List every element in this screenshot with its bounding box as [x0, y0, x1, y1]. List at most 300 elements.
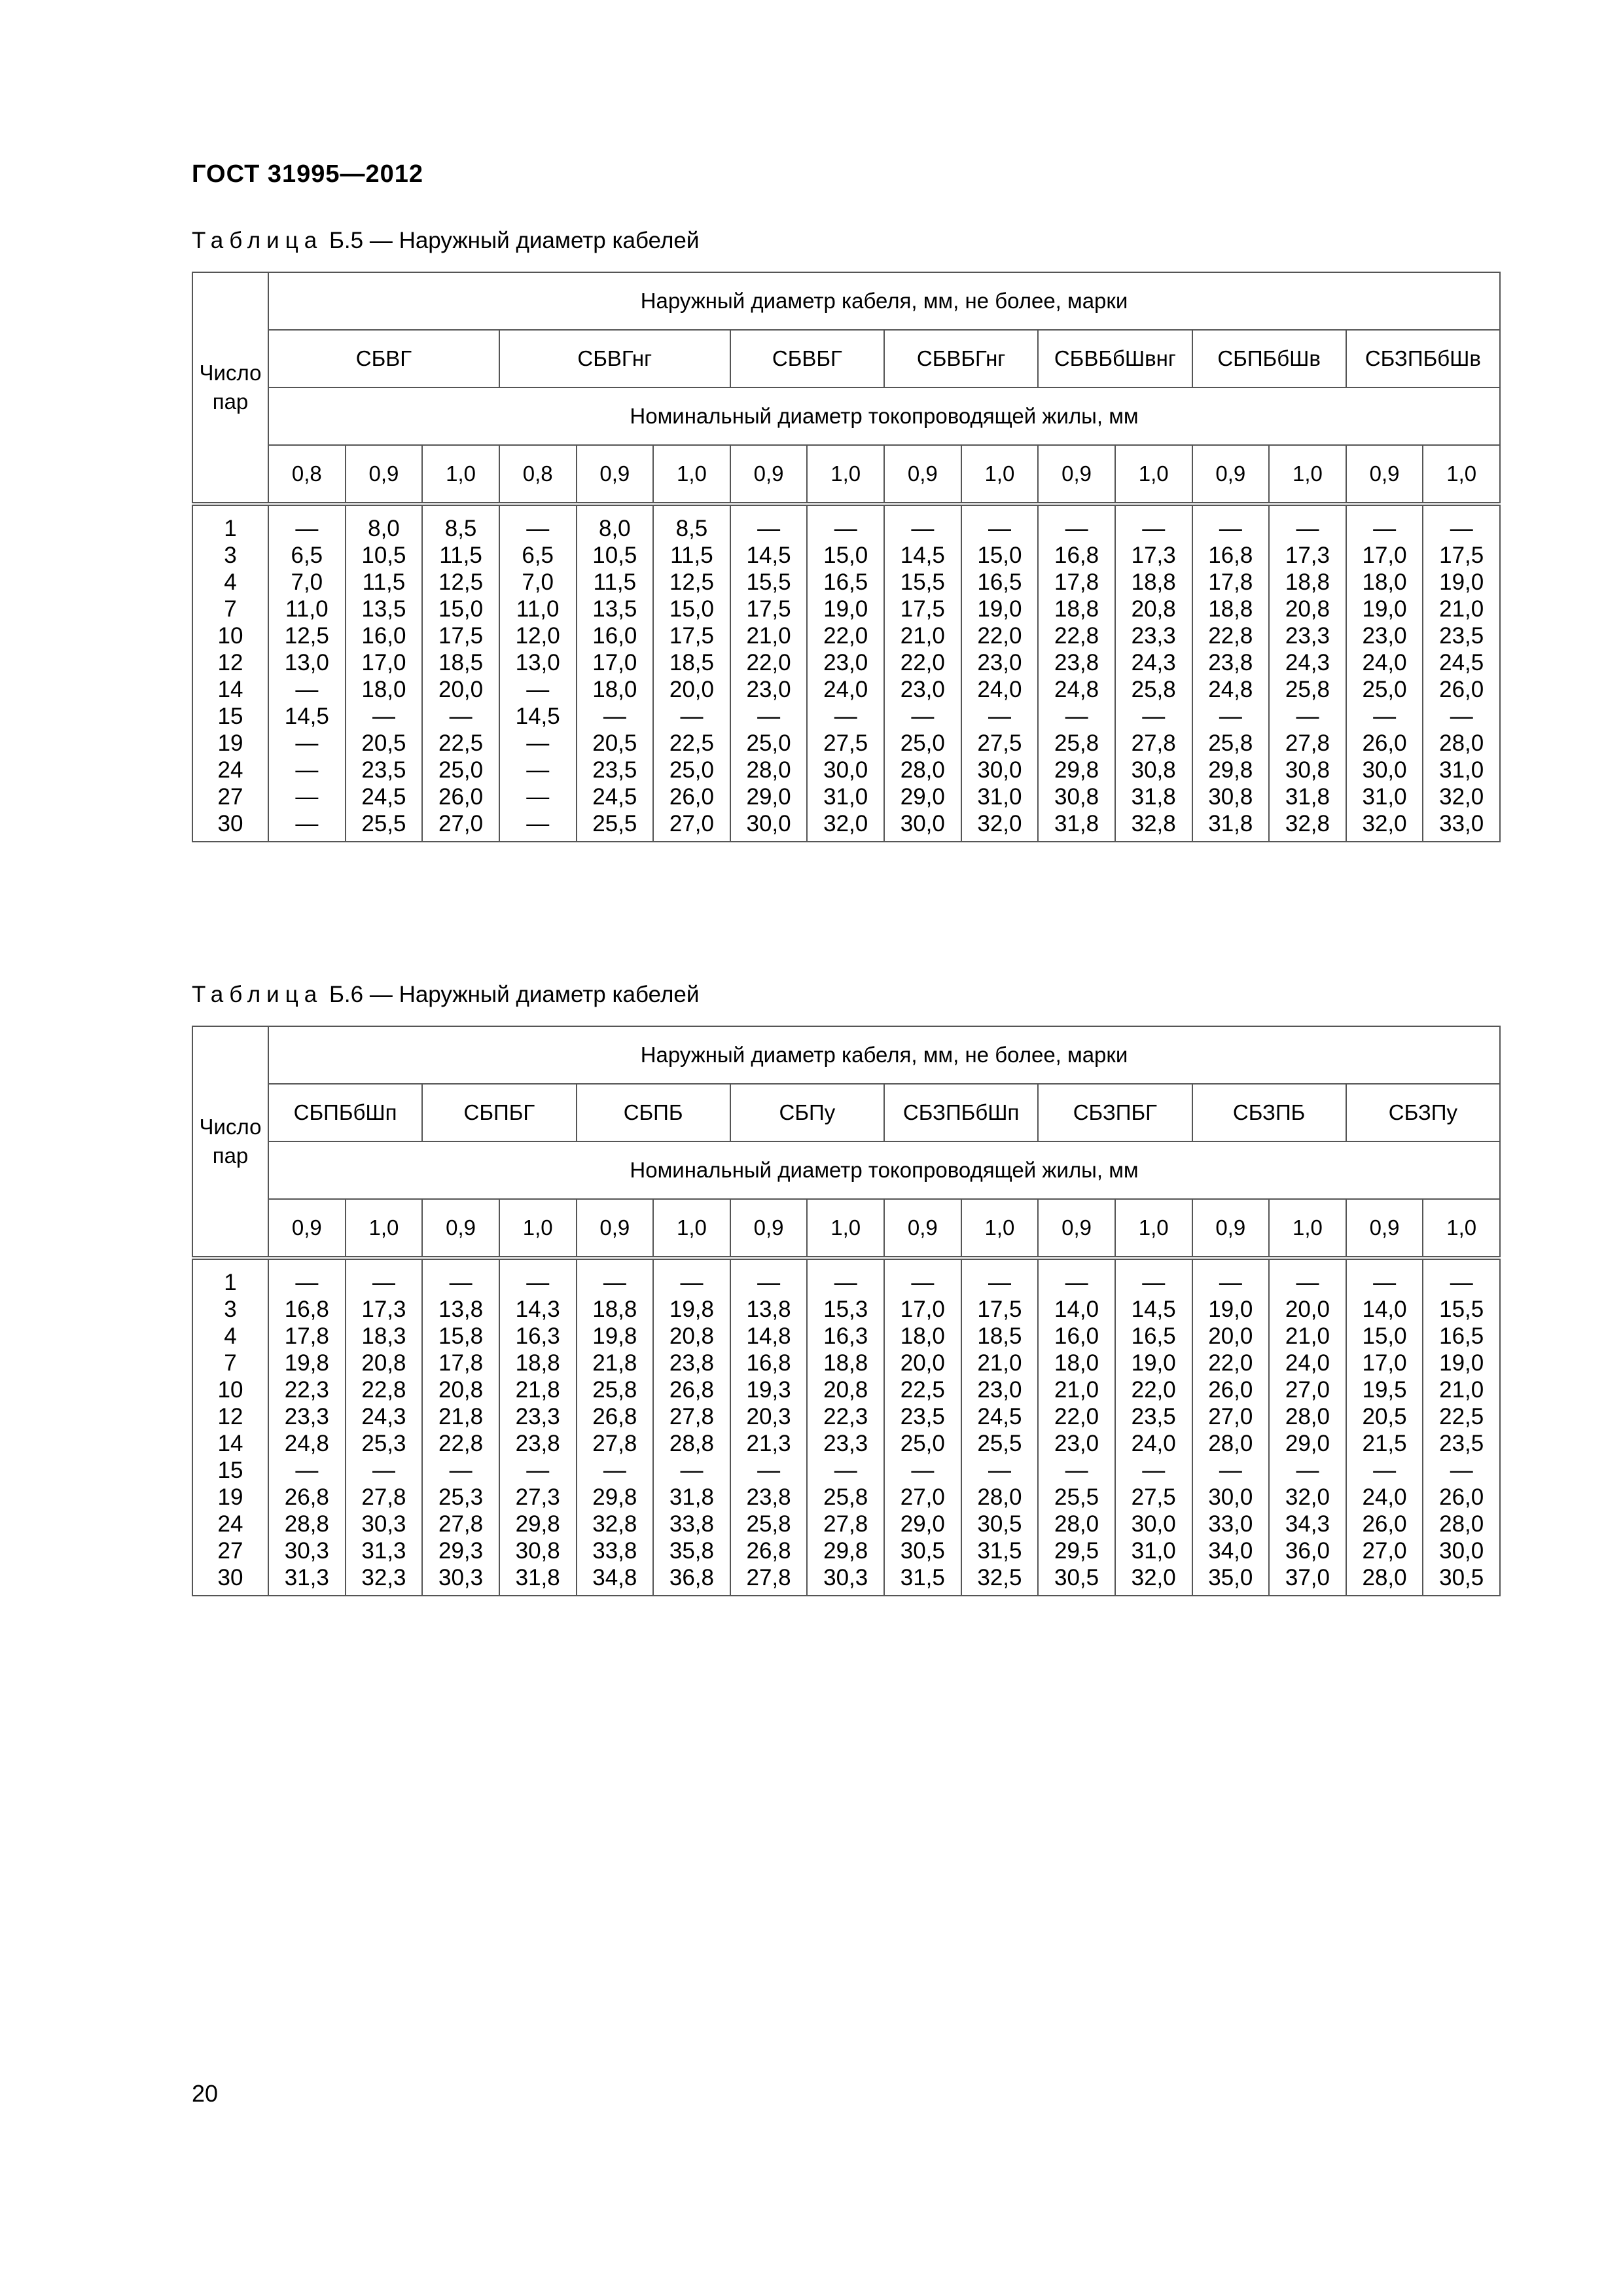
table-row — [192, 1403, 1500, 1430]
diameter-value-cell: 25,8 — [730, 1511, 808, 1537]
diameter-value-cell: 10,5 — [346, 542, 423, 569]
diameter-header: 1,0 — [1423, 1199, 1500, 1258]
diameter-value-cell: 21,5 — [1346, 1430, 1423, 1457]
diameter-value-cell: 30,0 — [1423, 1537, 1500, 1564]
row-header-pairs — [192, 272, 268, 504]
diameter-value-cell: 32,0 — [1269, 1484, 1346, 1511]
diameter-value-cell: 32,8 — [577, 1511, 654, 1537]
diameter-value-cell: 19,3 — [730, 1376, 808, 1403]
diameter-header: 0,9 — [268, 1199, 346, 1258]
diameter-value-cell: 23,5 — [1423, 1430, 1500, 1457]
row-header-line1: Число — [199, 361, 262, 385]
diameter-value-cell: 22,0 — [1192, 1350, 1270, 1376]
diameter-value-cell: 18,5 — [422, 649, 499, 676]
diameter-value-cell: 17,0 — [1346, 542, 1423, 569]
diameter-header: 0,9 — [1038, 445, 1115, 504]
brand-header: СБЗПБбШп — [884, 1084, 1038, 1141]
table-row — [192, 569, 1500, 596]
row-header-line2: пар — [212, 1143, 249, 1168]
diameter-header: 0,8 — [268, 445, 346, 504]
diameter-header: 0,9 — [346, 445, 423, 504]
diameter-value-cell: — — [1269, 703, 1346, 730]
diameter-value-cell: 14,5 — [730, 542, 808, 569]
diameter-value-cell: 20,0 — [422, 676, 499, 703]
diameter-value-cell: 25,5 — [961, 1430, 1039, 1457]
diameter-value-cell: 24,5 — [1423, 649, 1500, 676]
diameter-value-cell: 30,8 — [1115, 757, 1192, 783]
pairs-cell: 19 — [192, 1484, 268, 1511]
diameter-value-cell: 25,0 — [653, 757, 730, 783]
pairs-cell: 24 — [192, 757, 268, 783]
table-row — [192, 757, 1500, 783]
diameter-value-cell: 15,0 — [961, 542, 1039, 569]
subgroup-title: Номинальный диаметр токопроводящей жилы, мм — [268, 387, 1500, 445]
diameter-value-cell: — — [884, 1258, 961, 1296]
diameter-value-cell: — — [884, 1457, 961, 1484]
brand-header: СБЗПБГ — [1038, 1084, 1192, 1141]
diameter-value-cell: 19,0 — [1423, 1350, 1500, 1376]
diameter-value-cell: 8,5 — [653, 504, 730, 542]
pairs-cell: 4 — [192, 1323, 268, 1350]
diameter-value-cell: 24,5 — [961, 1403, 1039, 1430]
diameter-value-cell: — — [653, 1457, 730, 1484]
diameter-value-cell: — — [1192, 1258, 1270, 1296]
diameter-value-cell: 31,0 — [1115, 1537, 1192, 1564]
diameter-value-cell: 17,5 — [422, 622, 499, 649]
diameter-value-cell: 20,5 — [346, 730, 423, 757]
diameter-value-cell: 16,5 — [1115, 1323, 1192, 1350]
diameter-value-cell: — — [1346, 1457, 1423, 1484]
diameter-value-cell: 13,0 — [268, 649, 346, 676]
diameter-value-cell: 13,5 — [346, 596, 423, 622]
diameter-value-cell: 26,8 — [577, 1403, 654, 1430]
diameter-value-cell: 37,0 — [1269, 1564, 1346, 1596]
diameter-value-cell: 15,0 — [422, 596, 499, 622]
diameter-value-cell: 24,0 — [1346, 1484, 1423, 1511]
diameter-value-cell: 18,8 — [807, 1350, 884, 1376]
diameter-header: 0,9 — [1192, 445, 1270, 504]
diameter-header: 0,8 — [499, 445, 577, 504]
diameter-value-cell: — — [1346, 703, 1423, 730]
diameter-value-cell: — — [1038, 504, 1115, 542]
pairs-cell: 12 — [192, 1403, 268, 1430]
diameter-value-cell: 31,8 — [1269, 783, 1346, 810]
table-row — [192, 1350, 1500, 1376]
diameter-value-cell: 20,8 — [346, 1350, 423, 1376]
diameter-value-cell: 25,5 — [1038, 1484, 1115, 1511]
diameter-value-cell: 17,0 — [346, 649, 423, 676]
diameter-value-cell: 25,0 — [1346, 676, 1423, 703]
diameter-value-cell: — — [1038, 703, 1115, 730]
diameter-value-cell: 25,5 — [577, 810, 654, 842]
brand-header: СБПБбШп — [268, 1084, 422, 1141]
pairs-cell: 14 — [192, 676, 268, 703]
pairs-cell: 10 — [192, 622, 268, 649]
diameter-value-cell: 31,5 — [961, 1537, 1039, 1564]
document-header: ГОСТ 31995—2012 — [192, 160, 424, 188]
diameter-value-cell: 26,0 — [1423, 1484, 1500, 1511]
diameter-value-cell: 23,5 — [1423, 622, 1500, 649]
diameter-value-cell: 27,8 — [1269, 730, 1346, 757]
table-row — [192, 1430, 1500, 1457]
table-b5 — [192, 272, 1501, 842]
diameter-value-cell: 19,0 — [1423, 569, 1500, 596]
diameter-value-cell: 7,0 — [499, 569, 577, 596]
diameter-header: 0,9 — [730, 1199, 808, 1258]
diameter-value-cell: 23,3 — [1269, 622, 1346, 649]
diameter-value-cell: — — [653, 703, 730, 730]
diameter-value-cell: 28,0 — [961, 1484, 1039, 1511]
diameter-value-cell: 29,0 — [1269, 1430, 1346, 1457]
diameter-value-cell: 23,8 — [730, 1484, 808, 1511]
diameter-value-cell: — — [499, 676, 577, 703]
diameter-value-cell: 30,5 — [1038, 1564, 1115, 1596]
diameter-value-cell: 25,3 — [346, 1430, 423, 1457]
diameter-value-cell: — — [499, 810, 577, 842]
diameter-value-cell: — — [1192, 1457, 1270, 1484]
diameter-value-cell: 32,0 — [961, 810, 1039, 842]
diameter-value-cell: 32,0 — [1346, 810, 1423, 842]
diameter-value-cell: 15,3 — [807, 1296, 884, 1323]
diameter-value-cell: 23,0 — [1346, 622, 1423, 649]
brand-row — [192, 1084, 1500, 1141]
diameter-value-cell: 18,8 — [499, 1350, 577, 1376]
diameter-value-cell: 17,0 — [1346, 1350, 1423, 1376]
diameter-value-cell: 30,0 — [1192, 1484, 1270, 1511]
caption-text: Б.6 — Наружный диаметр кабелей — [323, 982, 700, 1007]
diameter-value-cell: 31,3 — [268, 1564, 346, 1596]
diameter-value-cell: 17,8 — [1038, 569, 1115, 596]
diameter-value-cell: 23,0 — [884, 676, 961, 703]
brand-header: СБПу — [730, 1084, 884, 1141]
diameter-value-cell: — — [268, 757, 346, 783]
diameter-header: 1,0 — [422, 445, 499, 504]
diameter-value-cell: — — [577, 1457, 654, 1484]
diameter-value-cell: 30,5 — [1423, 1564, 1500, 1596]
diameter-value-cell: 17,5 — [653, 622, 730, 649]
diameter-value-cell: 35,8 — [653, 1537, 730, 1564]
diameter-value-cell: 24,0 — [807, 676, 884, 703]
diameter-value-cell: 24,3 — [1269, 649, 1346, 676]
diameter-value-cell: — — [730, 504, 808, 542]
diameter-value-cell: 16,5 — [961, 569, 1039, 596]
diameter-value-cell: 23,3 — [268, 1403, 346, 1430]
pairs-cell: 4 — [192, 569, 268, 596]
diameter-value-cell: 15,5 — [884, 569, 961, 596]
diameter-value-cell: 20,8 — [807, 1376, 884, 1403]
diameter-value-cell: 18,8 — [1192, 596, 1270, 622]
diameter-value-cell: — — [1346, 504, 1423, 542]
diameter-value-cell: 30,8 — [1038, 783, 1115, 810]
diameter-value-cell: 18,8 — [1269, 569, 1346, 596]
diameter-value-cell: 23,3 — [1115, 622, 1192, 649]
diameter-value-cell: 17,5 — [884, 596, 961, 622]
diameter-value-cell: 12,0 — [499, 622, 577, 649]
row-header-pairs — [192, 1026, 268, 1258]
diameter-value-cell: 17,8 — [422, 1350, 499, 1376]
diameter-value-cell: 18,3 — [346, 1323, 423, 1350]
diameter-value-cell: 22,3 — [268, 1376, 346, 1403]
diameter-value-cell: 7,0 — [268, 569, 346, 596]
table-b6 — [192, 1026, 1501, 1596]
diameter-value-cell: 26,0 — [422, 783, 499, 810]
diameter-value-cell: 17,5 — [1423, 542, 1500, 569]
diameter-value-cell: — — [268, 730, 346, 757]
row-header-line2: пар — [212, 389, 249, 414]
diameter-value-cell: 27,8 — [807, 1511, 884, 1537]
diameter-value-cell: 20,8 — [653, 1323, 730, 1350]
pairs-cell: 3 — [192, 1296, 268, 1323]
diameter-value-cell: 28,0 — [1346, 1564, 1423, 1596]
diameter-value-cell: 12,5 — [653, 569, 730, 596]
diameter-value-cell: 17,5 — [961, 1296, 1039, 1323]
diameter-value-cell: 36,0 — [1269, 1537, 1346, 1564]
diameter-value-cell: 30,8 — [1192, 783, 1270, 810]
pairs-cell: 27 — [192, 783, 268, 810]
brand-header: СБВГнг — [499, 330, 730, 387]
diameter-header: 0,9 — [1346, 1199, 1423, 1258]
table-row — [192, 1484, 1500, 1511]
diameter-value-cell: 30,0 — [1115, 1511, 1192, 1537]
table-row — [192, 649, 1500, 676]
table-row — [192, 1296, 1500, 1323]
diameter-value-cell: — — [422, 1457, 499, 1484]
brand-header: СБЗПу — [1346, 1084, 1500, 1141]
diameter-value-cell: 19,8 — [653, 1296, 730, 1323]
diameter-value-cell: 21,8 — [499, 1376, 577, 1403]
diameter-value-cell: — — [499, 783, 577, 810]
diameter-value-cell: — — [1115, 1258, 1192, 1296]
diameter-value-cell: 25,8 — [1269, 676, 1346, 703]
diameter-value-cell: — — [577, 703, 654, 730]
page-number: 20 — [192, 2080, 219, 2107]
diameter-value-cell: 30,0 — [884, 810, 961, 842]
pairs-cell: 14 — [192, 1430, 268, 1457]
diameter-value-cell: 32,8 — [1269, 810, 1346, 842]
diameter-value-cell: 19,0 — [961, 596, 1039, 622]
diameter-value-cell: 30,0 — [807, 757, 884, 783]
diameter-value-cell: 20,0 — [884, 1350, 961, 1376]
diameter-value-cell: 25,3 — [422, 1484, 499, 1511]
diameter-value-cell: 25,8 — [1038, 730, 1115, 757]
diameter-value-cell: 26,8 — [268, 1484, 346, 1511]
diameter-value-cell: 28,0 — [1423, 730, 1500, 757]
table-body — [192, 1258, 1500, 1596]
table-row — [192, 810, 1500, 842]
diameter-value-cell: 20,0 — [653, 676, 730, 703]
caption-text: Б.5 — Наружный диаметр кабелей — [323, 228, 700, 253]
diameter-value-cell: — — [1192, 504, 1270, 542]
diameter-value-cell: 31,8 — [1192, 810, 1270, 842]
diameter-value-cell: 10,5 — [577, 542, 654, 569]
diameter-row — [192, 445, 1500, 504]
brand-header: СБЗПБбШв — [1346, 330, 1500, 387]
diameter-value-cell: 23,5 — [577, 757, 654, 783]
diameter-value-cell: 17,3 — [1269, 542, 1346, 569]
brand-header: СБПБбШв — [1192, 330, 1346, 387]
diameter-value-cell: 15,5 — [1423, 1296, 1500, 1323]
diameter-value-cell: 25,8 — [577, 1376, 654, 1403]
diameter-value-cell: 24,8 — [268, 1430, 346, 1457]
pairs-cell: 30 — [192, 1564, 268, 1596]
diameter-value-cell: 21,0 — [1423, 596, 1500, 622]
diameter-value-cell: 34,8 — [577, 1564, 654, 1596]
diameter-value-cell: 20,5 — [1346, 1403, 1423, 1430]
diameter-value-cell: 32,0 — [1423, 783, 1500, 810]
diameter-value-cell: 17,8 — [1192, 569, 1270, 596]
diameter-value-cell: 16,3 — [807, 1323, 884, 1350]
diameter-value-cell: 21,0 — [1423, 1376, 1500, 1403]
diameter-value-cell: — — [961, 1258, 1039, 1296]
diameter-value-cell: — — [1269, 1457, 1346, 1484]
diameter-value-cell: 22,5 — [1423, 1403, 1500, 1430]
diameter-value-cell: 23,3 — [499, 1403, 577, 1430]
diameter-value-cell: 22,0 — [961, 622, 1039, 649]
diameter-value-cell: — — [1115, 1457, 1192, 1484]
diameter-row — [192, 1199, 1500, 1258]
diameter-value-cell: — — [268, 783, 346, 810]
diameter-value-cell: 25,0 — [884, 1430, 961, 1457]
pairs-cell: 10 — [192, 1376, 268, 1403]
diameter-value-cell: 25,5 — [346, 810, 423, 842]
diameter-value-cell: 31,5 — [884, 1564, 961, 1596]
diameter-header: 1,0 — [499, 1199, 577, 1258]
table-b5-caption — [192, 228, 699, 254]
diameter-value-cell: 27,8 — [346, 1484, 423, 1511]
diameter-value-cell: 28,0 — [1038, 1511, 1115, 1537]
brand-header: СБЗПБ — [1192, 1084, 1346, 1141]
diameter-value-cell: 31,8 — [1115, 783, 1192, 810]
diameter-value-cell: 25,8 — [1192, 730, 1270, 757]
diameter-value-cell: 29,0 — [884, 1511, 961, 1537]
diameter-value-cell: 25,0 — [884, 730, 961, 757]
diameter-value-cell: — — [1269, 504, 1346, 542]
table-row — [192, 676, 1500, 703]
diameter-value-cell: 20,5 — [577, 730, 654, 757]
diameter-value-cell: 27,0 — [884, 1484, 961, 1511]
diameter-value-cell: 23,0 — [1038, 1430, 1115, 1457]
diameter-value-cell: 30,3 — [346, 1511, 423, 1537]
diameter-value-cell: 27,0 — [1269, 1376, 1346, 1403]
diameter-value-cell: 27,3 — [499, 1484, 577, 1511]
pairs-cell: 3 — [192, 542, 268, 569]
diameter-header: 0,9 — [577, 445, 654, 504]
diameter-value-cell: 24,5 — [577, 783, 654, 810]
table-row — [192, 1564, 1500, 1596]
diameter-value-cell: 29,8 — [499, 1511, 577, 1537]
diameter-value-cell: 29,8 — [1038, 757, 1115, 783]
diameter-value-cell: — — [268, 676, 346, 703]
diameter-value-cell: 30,5 — [961, 1511, 1039, 1537]
diameter-value-cell: 27,0 — [1192, 1403, 1270, 1430]
diameter-value-cell: 23,0 — [730, 676, 808, 703]
table-row — [192, 730, 1500, 757]
caption-prefix: Таблица — [192, 982, 323, 1007]
group-title: Наружный диаметр кабеля, мм, не более, марки — [268, 272, 1500, 330]
diameter-value-cell: 25,8 — [1115, 676, 1192, 703]
pairs-cell: 12 — [192, 649, 268, 676]
diameter-value-cell: 22,8 — [346, 1376, 423, 1403]
diameter-value-cell: 23,5 — [1115, 1403, 1192, 1430]
diameter-value-cell: 25,0 — [730, 730, 808, 757]
diameter-value-cell: 23,0 — [961, 649, 1039, 676]
diameter-value-cell: 26,0 — [653, 783, 730, 810]
diameter-value-cell: 27,0 — [422, 810, 499, 842]
diameter-value-cell: 22,0 — [884, 649, 961, 676]
diameter-value-cell: 27,0 — [653, 810, 730, 842]
diameter-value-cell: — — [961, 703, 1039, 730]
diameter-value-cell: 27,5 — [1115, 1484, 1192, 1511]
diameter-value-cell: 13,8 — [422, 1296, 499, 1323]
diameter-value-cell: 30,5 — [884, 1537, 961, 1564]
diameter-value-cell: 6,5 — [499, 542, 577, 569]
diameter-value-cell: — — [1423, 1258, 1500, 1296]
diameter-value-cell: 19,0 — [807, 596, 884, 622]
diameter-value-cell: 30,8 — [1269, 757, 1346, 783]
diameter-value-cell: 27,8 — [653, 1403, 730, 1430]
diameter-value-cell: 13,0 — [499, 649, 577, 676]
diameter-value-cell: 33,8 — [653, 1511, 730, 1537]
table-row — [192, 703, 1500, 730]
diameter-value-cell: 23,3 — [807, 1430, 884, 1457]
diameter-value-cell: 22,5 — [653, 730, 730, 757]
diameter-value-cell: 12,5 — [268, 622, 346, 649]
diameter-value-cell: 20,8 — [1269, 596, 1346, 622]
diameter-value-cell: 8,0 — [577, 504, 654, 542]
diameter-value-cell: 27,8 — [577, 1430, 654, 1457]
diameter-value-cell: — — [961, 504, 1039, 542]
diameter-value-cell: 17,0 — [577, 649, 654, 676]
diameter-header: 0,9 — [1346, 445, 1423, 504]
table-row — [192, 542, 1500, 569]
diameter-value-cell: 31,0 — [807, 783, 884, 810]
diameter-value-cell: 18,0 — [346, 676, 423, 703]
diameter-value-cell: — — [268, 810, 346, 842]
diameter-value-cell: 21,0 — [730, 622, 808, 649]
diameter-value-cell: 27,8 — [730, 1564, 808, 1596]
caption-prefix: Таблица — [192, 228, 323, 253]
diameter-value-cell: 36,8 — [653, 1564, 730, 1596]
diameter-header: 0,9 — [884, 445, 961, 504]
diameter-value-cell: 23,8 — [499, 1430, 577, 1457]
diameter-value-cell: — — [1346, 1258, 1423, 1296]
diameter-value-cell: 32,0 — [1115, 1564, 1192, 1596]
brand-header: СБВБбШвнг — [1038, 330, 1192, 387]
diameter-value-cell: — — [1423, 504, 1500, 542]
diameter-value-cell: 11,5 — [422, 542, 499, 569]
diameter-value-cell: 14,0 — [1346, 1296, 1423, 1323]
diameter-value-cell: 26,8 — [653, 1376, 730, 1403]
diameter-value-cell: — — [961, 1457, 1039, 1484]
diameter-value-cell: — — [422, 1258, 499, 1296]
brand-header: СБВБГнг — [884, 330, 1038, 387]
diameter-value-cell: 18,8 — [577, 1296, 654, 1323]
diameter-value-cell: 24,3 — [346, 1403, 423, 1430]
diameter-value-cell: 14,3 — [499, 1296, 577, 1323]
diameter-value-cell: 29,5 — [1038, 1537, 1115, 1564]
diameter-value-cell: 21,0 — [1038, 1376, 1115, 1403]
diameter-value-cell: 20,8 — [422, 1376, 499, 1403]
diameter-value-cell: 15,5 — [730, 569, 808, 596]
diameter-value-cell: 29,8 — [577, 1484, 654, 1511]
diameter-value-cell: 16,8 — [1038, 542, 1115, 569]
diameter-value-cell: 8,0 — [346, 504, 423, 542]
row-header-line1: Число — [199, 1115, 262, 1139]
diameter-value-cell: 30,0 — [730, 810, 808, 842]
diameter-value-cell: 30,3 — [807, 1564, 884, 1596]
pairs-cell: 27 — [192, 1537, 268, 1564]
diameter-value-cell: — — [730, 703, 808, 730]
